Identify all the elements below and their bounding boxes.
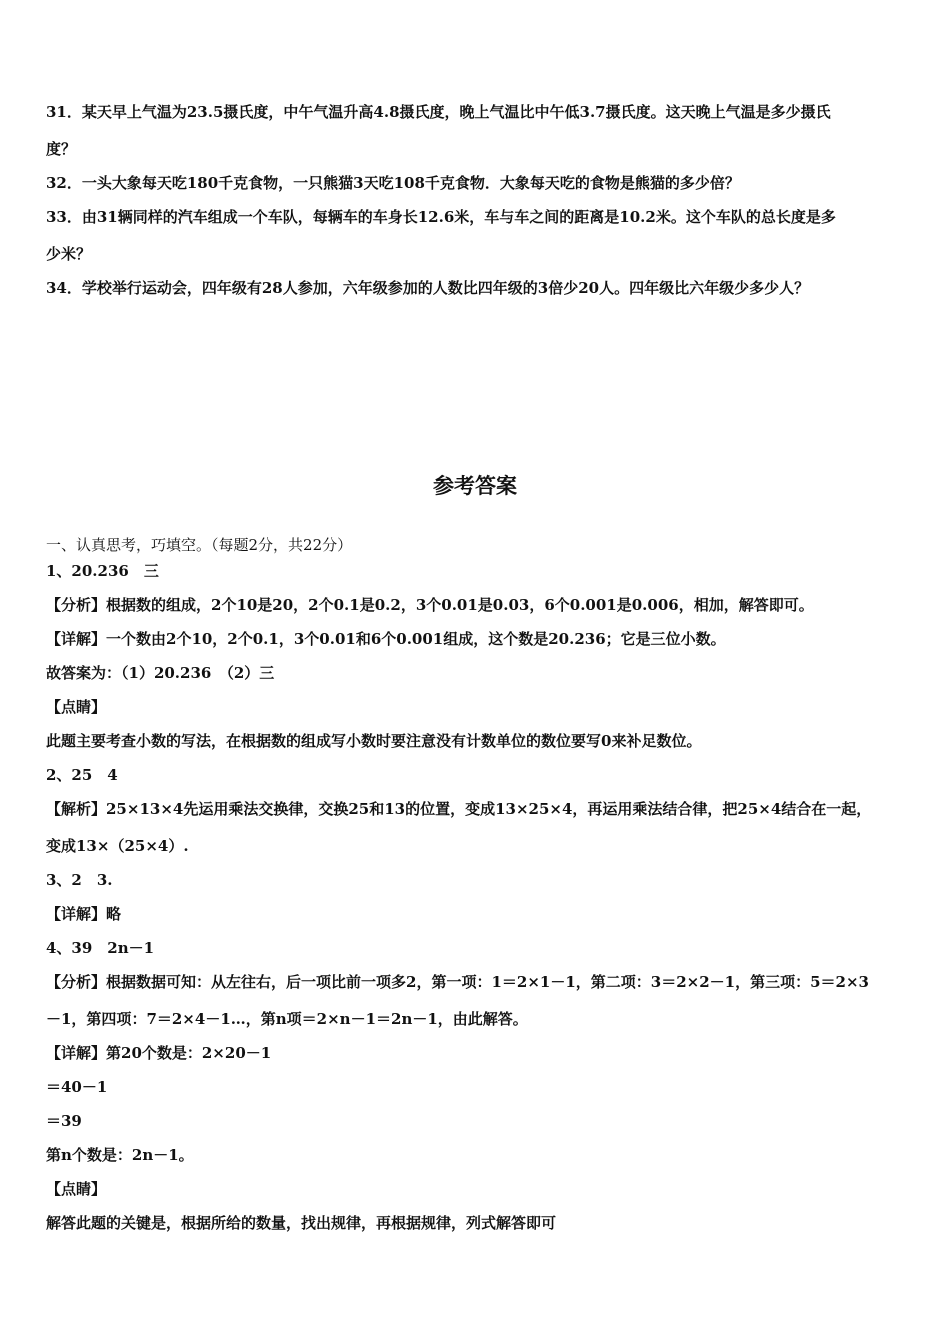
answer-line: 变成13×（25×4）. bbox=[46, 837, 189, 855]
answer-line: 【分析】根据数的组成，2个10是20，2个0.1是0.2，3个0.01是0.03，6个0.001是0.006，相加，解答即可。 bbox=[46, 596, 814, 614]
answer-line: 3、2 3. bbox=[46, 871, 113, 889]
answer-line: 【分析】根据数据可知：从左往右，后一项比前一项多2，第一项：1＝2×1－1，第二项：3＝2×2－1，第三项：5＝2×3 bbox=[46, 973, 869, 991]
answer-line: 【详解】一个数由2个10，2个0.1，3个0.01和6个0.001组成，这个数是20.236；它是三位小数。 bbox=[46, 630, 726, 648]
answer-line: 4、39 2n－1 bbox=[46, 939, 155, 957]
answer-line: 【点睛】 bbox=[46, 1180, 107, 1198]
answer-line: 【详解】第20个数是：2×20－1 bbox=[46, 1044, 272, 1062]
answer-line: 解答此题的关键是，根据所给的数量，找出规律，再根据规律，列式解答即可 bbox=[46, 1214, 557, 1232]
answer-line: ＝39 bbox=[46, 1112, 82, 1130]
answer-line: 【解析】25×13×4先运用乘法交换律，交换25和13的位置，变成13×25×4，再运用乘法结合律，把25×4结合在一起， bbox=[46, 800, 872, 818]
answer-line: 此题主要考查小数的写法，在根据数的组成写小数时要注意没有计数单位的数位要写0来补足数位。 bbox=[46, 732, 702, 750]
question-34: 34．学校举行运动会，四年级有28人参加，六年级参加的人数比四年级的3倍少20人。四年级比六年级少多少人？ bbox=[46, 279, 810, 297]
section-heading: 一、认真思考，巧填空。（每题2分，共22分） bbox=[46, 536, 353, 554]
answers-title: 参考答案 bbox=[433, 474, 517, 498]
answer-line: 1、20.236 三 bbox=[46, 562, 159, 580]
answer-line: 第n个数是：2n－1。 bbox=[46, 1146, 194, 1164]
question-32: 32．一头大象每天吃180千克食物，一只熊猫3天吃108千克食物．大象每天吃的食物是熊猫的多少倍？ bbox=[46, 174, 740, 192]
answer-line: 【详解】略 bbox=[46, 905, 122, 923]
question-31-line-1: 31．某天早上气温为23.5摄氏度，中午气温升高4.8摄氏度，晚上气温比中午低3.7摄氏度。这天晚上气温是多少摄氏 bbox=[46, 103, 831, 121]
answer-line: 故答案为：（1）20.236 （2）三 bbox=[46, 664, 275, 682]
answer-line: 【点睛】 bbox=[46, 698, 107, 716]
question-33-line-2: 少米？ bbox=[46, 245, 92, 263]
answer-line: ＝40－1 bbox=[46, 1078, 108, 1096]
answer-line: 2、25 4 bbox=[46, 766, 118, 784]
question-31-line-2: 度？ bbox=[46, 140, 77, 158]
question-33-line-1: 33．由31辆同样的汽车组成一个车队，每辆车的车身长12.6米，车与车之间的距离是10.2米。这个车队的总长度是多 bbox=[46, 208, 836, 226]
answer-line: －1，第四项：7＝2×4－1…，第n项＝2×n－1＝2n－1，由此解答。 bbox=[46, 1010, 528, 1028]
